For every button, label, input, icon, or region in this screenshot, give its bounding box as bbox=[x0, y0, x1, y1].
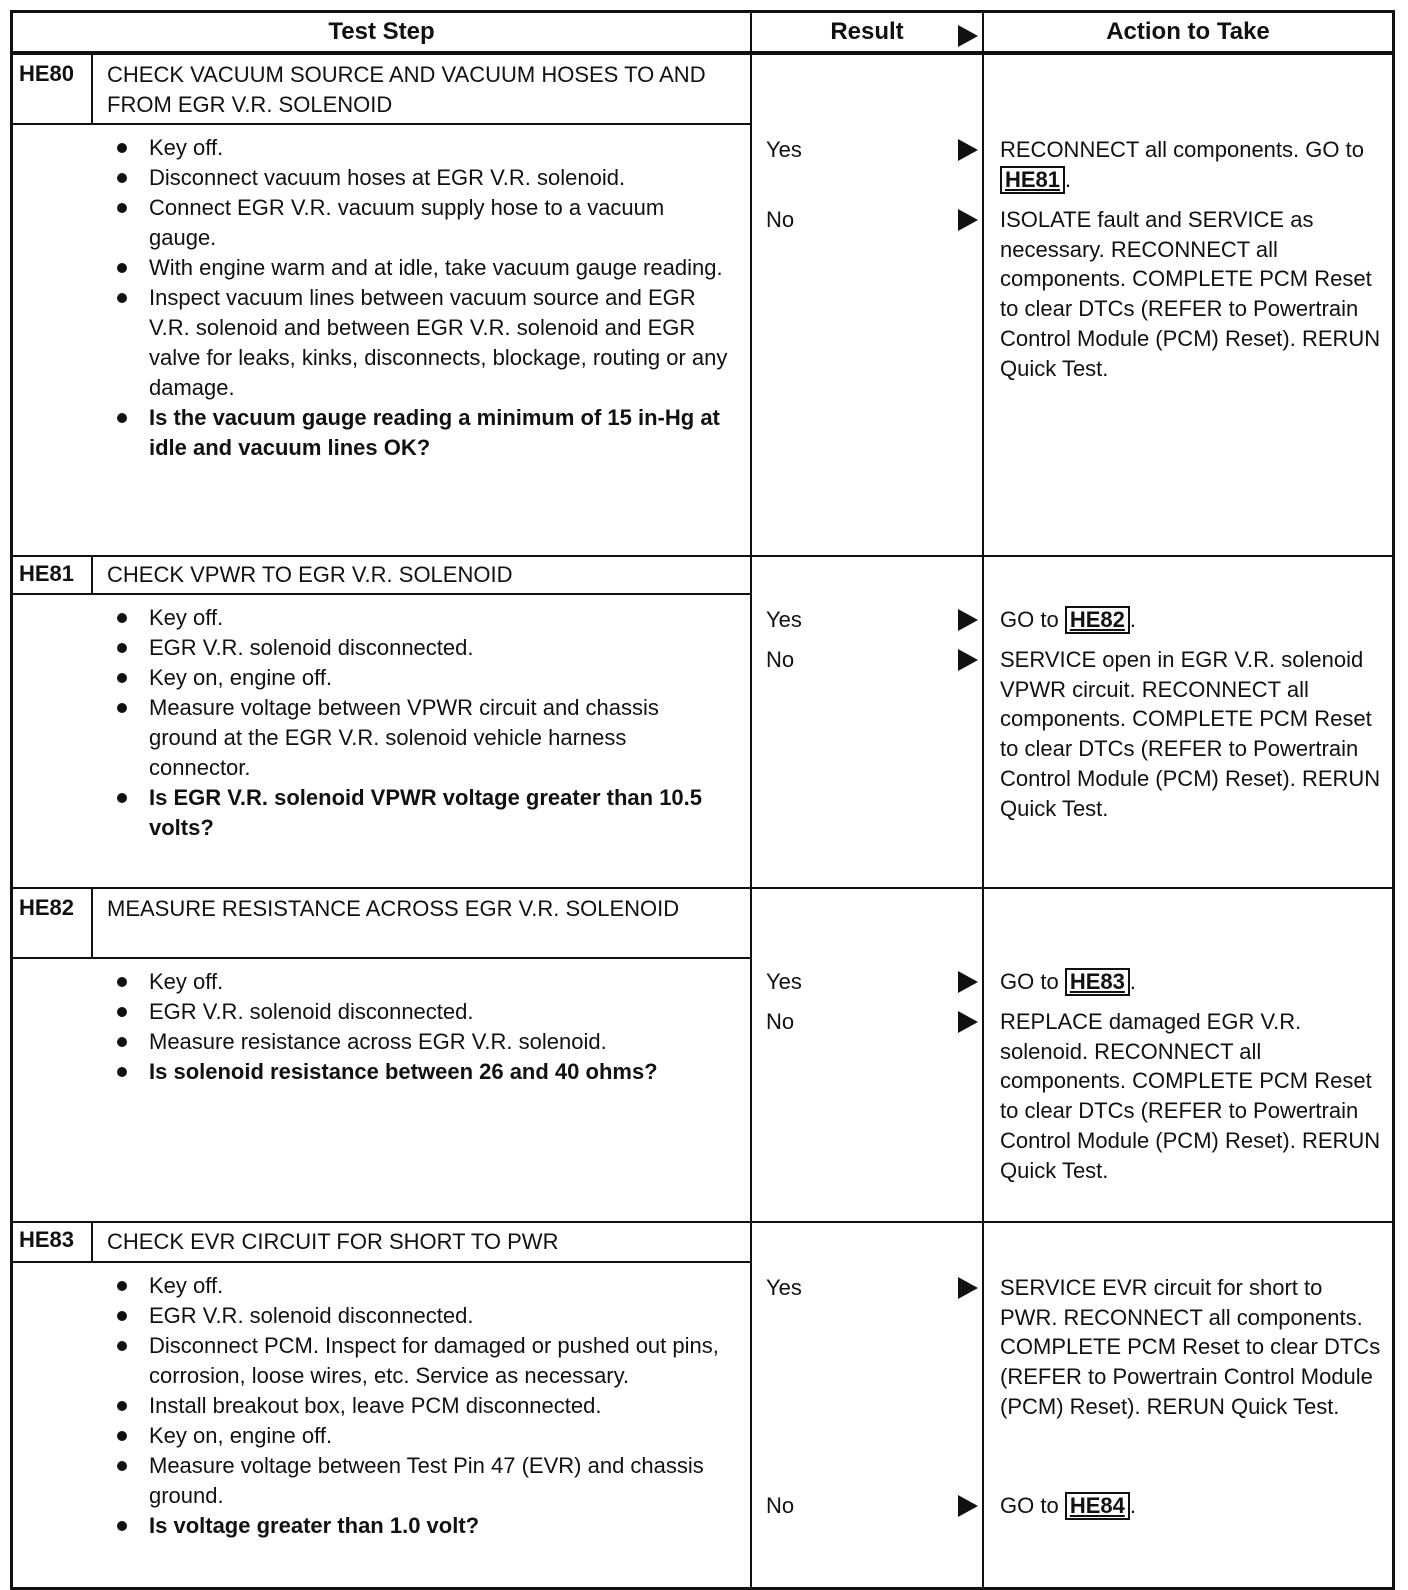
arrow-icon bbox=[958, 1277, 978, 1299]
yes-action-text: GO to bbox=[1000, 969, 1059, 994]
bullet: Key off. bbox=[113, 967, 730, 997]
result-yes: Yes bbox=[766, 607, 802, 632]
arrow-icon bbox=[958, 609, 978, 631]
bullet: Measure voltage between Test Pin 47 (EVR) and chassis ground. bbox=[113, 1451, 730, 1511]
goto-link[interactable]: HE83 bbox=[1065, 968, 1130, 996]
step-he83 bbox=[13, 1221, 1392, 1587]
arrow-icon bbox=[958, 139, 978, 161]
bullet: Key off. bbox=[113, 603, 730, 633]
bullet: EGR V.R. solenoid disconnected. bbox=[113, 633, 730, 663]
goto-link[interactable]: HE81 bbox=[1000, 166, 1065, 194]
question: Is voltage greater than 1.0 volt? bbox=[113, 1511, 730, 1541]
result-no: No bbox=[766, 647, 795, 672]
arrow-icon bbox=[958, 209, 978, 231]
no-action-text: GO to bbox=[1000, 1493, 1059, 1518]
arrow-icon bbox=[958, 971, 978, 993]
step-he82 bbox=[13, 887, 1392, 1221]
step-id: HE80 bbox=[13, 55, 93, 123]
result-yes: Yes bbox=[766, 1275, 802, 1300]
bullet: EGR V.R. solenoid disconnected. bbox=[113, 997, 730, 1027]
step-he81 bbox=[13, 555, 1392, 887]
action-column bbox=[982, 557, 1392, 887]
bullet: Install breakout box, leave PCM disconnected. bbox=[113, 1391, 730, 1421]
step-id: HE82 bbox=[13, 889, 93, 957]
goto-link[interactable]: HE84 bbox=[1065, 1492, 1130, 1520]
arrow-icon bbox=[958, 649, 978, 671]
bullet: Key off. bbox=[113, 133, 730, 163]
no-action: GO to HE84 . bbox=[1000, 1493, 1136, 1518]
bullet: Measure resistance across EGR V.R. solenoid. bbox=[113, 1027, 730, 1057]
bullet: Measure voltage between VPWR circuit and chassis ground at the EGR V.R. solenoid vehicle harness connector. bbox=[113, 693, 730, 783]
header-result bbox=[750, 13, 982, 51]
table-header bbox=[13, 13, 1392, 53]
question: Is EGR V.R. solenoid VPWR voltage greater than 10.5 volts? bbox=[113, 783, 730, 843]
bullet: With engine warm and at idle, take vacuum gauge reading. bbox=[113, 253, 730, 283]
yes-action: SERVICE EVR circuit for short to PWR. RECONNECT all components. COMPLETE PCM Reset to clear DTCs (REFER to Powertrain Control Module (PCM) Reset). RERUN Quick Test. bbox=[1000, 1275, 1381, 1419]
arrow-icon bbox=[958, 1011, 978, 1033]
bullet: Key off. bbox=[113, 1271, 730, 1301]
step-id: HE83 bbox=[13, 1223, 93, 1261]
yes-action-text: GO to bbox=[1000, 607, 1059, 632]
yes-action: GO to HE82 . bbox=[1000, 607, 1136, 632]
header-action: Action to Take bbox=[982, 13, 1392, 51]
question: Is the vacuum gauge reading a minimum of 15 in-Hg at idle and vacuum lines OK? bbox=[113, 403, 730, 463]
bullet: Key on, engine off. bbox=[113, 663, 730, 693]
result-column bbox=[750, 55, 982, 555]
diagnostic-table bbox=[10, 10, 1395, 1590]
step-title: CHECK VACUUM SOURCE AND VACUUM HOSES TO AND FROM EGR V.R. SOLENOID bbox=[107, 62, 706, 117]
bullet: Inspect vacuum lines between vacuum source and EGR V.R. solenoid and between EGR V.R. solenoid and EGR valve for leaks, kinks, disconnects, blockage, routing or any damage. bbox=[113, 283, 730, 403]
bullet: Disconnect PCM. Inspect for damaged or pushed out pins, corrosion, loose wires, etc. Service as necessary. bbox=[113, 1331, 730, 1391]
result-column bbox=[750, 557, 982, 887]
no-action: SERVICE open in EGR V.R. solenoid VPWR circuit. RECONNECT all components. COMPLETE PCM Reset to clear DTCs (REFER to Powertrain Control Module (PCM) Reset). RERUN Quick Test. bbox=[1000, 647, 1381, 821]
action-column bbox=[982, 55, 1392, 555]
step-bullets bbox=[13, 125, 750, 471]
result-column bbox=[750, 1223, 982, 1587]
yes-action: RECONNECT all components. GO to HE81 . bbox=[1000, 137, 1364, 192]
result-no: No bbox=[766, 207, 795, 232]
step-bullets bbox=[13, 1263, 750, 1549]
result-column bbox=[750, 889, 982, 1221]
arrow-icon bbox=[958, 1495, 978, 1517]
result-no: No bbox=[766, 1009, 795, 1034]
bullet: Key on, engine off. bbox=[113, 1421, 730, 1451]
arrow-icon bbox=[958, 25, 978, 47]
goto-link[interactable]: HE82 bbox=[1065, 606, 1130, 634]
bullet: EGR V.R. solenoid disconnected. bbox=[113, 1301, 730, 1331]
step-bullets bbox=[13, 595, 750, 851]
step-id: HE81 bbox=[13, 557, 93, 593]
action-column bbox=[982, 889, 1392, 1221]
header-result-label: Result bbox=[830, 18, 904, 45]
bullet: Disconnect vacuum hoses at EGR V.R. solenoid. bbox=[113, 163, 730, 193]
yes-action: GO to HE83 . bbox=[1000, 969, 1136, 994]
header-test-step: Test Step bbox=[328, 18, 435, 45]
no-action: REPLACE damaged EGR V.R. solenoid. RECONNECT all components. COMPLETE PCM Reset to clear DTCs (REFER to Powertrain Control Module (PCM) Reset). RERUN Quick Test. bbox=[1000, 1009, 1381, 1183]
result-yes: Yes bbox=[766, 137, 802, 162]
step-bullets bbox=[13, 959, 750, 1095]
result-yes: Yes bbox=[766, 969, 802, 994]
no-action: ISOLATE fault and SERVICE as necessary. RECONNECT all components. COMPLETE PCM Reset to clear DTCs (REFER to Powertrain Control Module (PCM) Reset). RERUN Quick Test. bbox=[1000, 207, 1381, 381]
step-title: MEASURE RESISTANCE ACROSS EGR V.R. SOLENOID bbox=[107, 896, 680, 921]
step-title: CHECK EVR CIRCUIT FOR SHORT TO PWR bbox=[107, 1229, 559, 1254]
bullet: Connect EGR V.R. vacuum supply hose to a vacuum gauge. bbox=[113, 193, 730, 253]
question: Is solenoid resistance between 26 and 40 ohms? bbox=[113, 1057, 730, 1087]
result-no: No bbox=[766, 1493, 795, 1518]
step-he80 bbox=[13, 53, 1392, 555]
yes-action-text: RECONNECT all components. GO to bbox=[1000, 137, 1364, 162]
action-column bbox=[982, 1223, 1392, 1587]
step-title: CHECK VPWR TO EGR V.R. SOLENOID bbox=[107, 562, 513, 587]
